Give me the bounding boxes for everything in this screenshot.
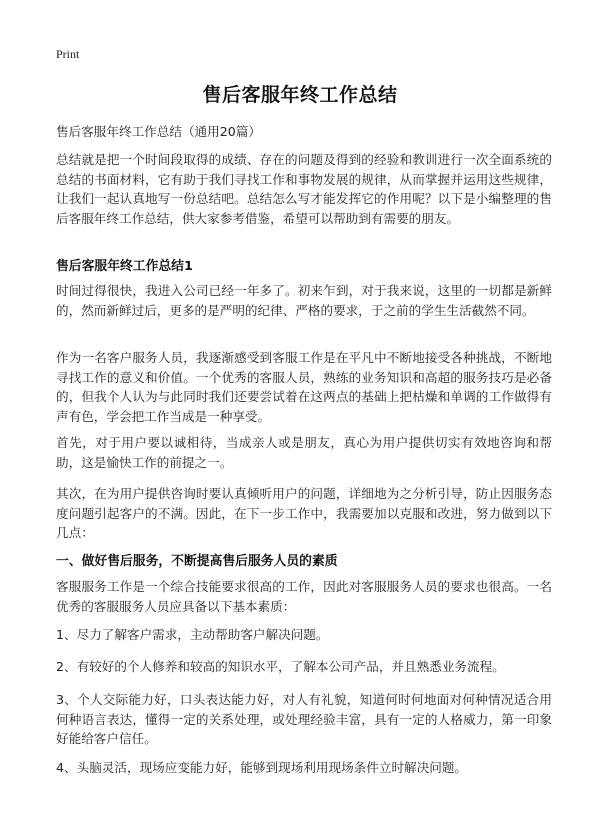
subtitle: 售后客服年终工作总结（通用20篇） xyxy=(56,124,261,139)
body-paragraph: 作为一名客户服务人员，我逐渐感受到客服工作是在平凡中不断地接受各种挑战，不断地寻找工作的意义和价值。一个优秀的客服人员，熟练的业务知识和高超的服务技巧是必备的，但我个人认为与此同时我们还要尝试着在这两点的基础上把枯燥和单调的工作做得有声有色，学会把工作当成是一种享受。 xyxy=(56,350,552,424)
body-paragraph: 时间过得很快，我进入公司已经一年多了。初来乍到，对于我来说，这里的一切都是新鲜的，然而新鲜过后，更多的是严明的纪律、严格的要求，于之前的学生生活截然不同。 xyxy=(56,283,552,318)
print-link[interactable]: Print xyxy=(56,47,80,61)
page-title: 售后客服年终工作总结 xyxy=(202,84,398,106)
body-paragraph: 客服服务工作是一个综合技能要求很高的工作，因此对客服服务人员的要求也很高。一名优秀的客服服务人员应具备以下基本素质： xyxy=(56,579,552,614)
body-paragraph: 其次，在为用户提供咨询时要认真倾听用户的问题，详细地为之分析引导，防止因服务态度问题引起客户的不满。因此，在下一步工作中，我需要加以克服和改进，努力做到以下几点： xyxy=(56,486,552,540)
section-heading-1: 售后客服年终工作总结1 xyxy=(56,259,193,274)
body-paragraph: 首先，对于用户要以诚相待，当成亲人或是朋友，真心为用户提供切实有效地咨询和帮助，这是愉快工作的前提之一。 xyxy=(56,435,552,470)
list-item: 3、个人交际能力好，口头表达能力好，对人有礼貌，知道何时何地面对何种情况适合用何种语言表达，懂得一定的关系处理，或处理经验丰富，具有一定的人格威力，第一印象好能给客户信任。 xyxy=(56,692,552,746)
list-item: 4、头脑灵活，现场应变能力好，能够到现场利用现场条件立时解决问题。 xyxy=(56,760,468,775)
list-item: 1、尽力了解客户需求，主动帮助客户解决问题。 xyxy=(56,627,329,642)
section-heading-2: 一、做好售后服务，不断提高售后服务人员的素质 xyxy=(56,554,338,569)
list-item: 2、有较好的个人修养和较高的知识水平，了解本公司产品，并且熟悉业务流程。 xyxy=(56,659,505,674)
intro-paragraph: 总结就是把一个时间段取得的成绩、存在的问题及得到的经验和教训进行一次全面系统的总结的书面材料，它有助于我们寻找工作和事物发展的规律，从而掌握并运用这些规律，让我们一起认真地写一份总结吧。总结怎么写才能发挥它的作用呢？以下是小编整理的售后客服年终工作总结，供大家参考借鉴，希望可以帮助到有需要的朋友。 xyxy=(56,152,552,226)
